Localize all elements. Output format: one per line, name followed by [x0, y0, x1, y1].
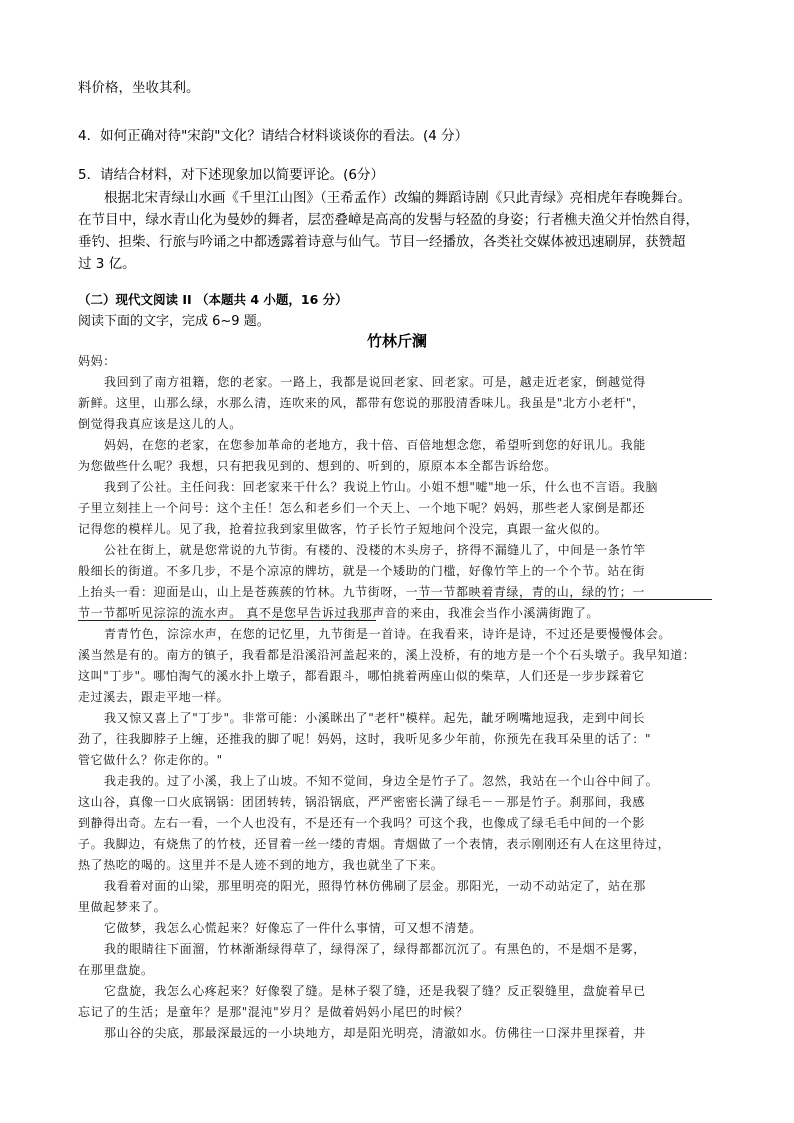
body-line: 妈妈，在您的老家，在您参加革命的老地方，我十倍、百倍地想念您，希望听到您的好讯儿。我能	[104, 438, 646, 452]
body-line: 我回到了南方祖籍，您的老家。一路上，我都是说回老家、回老家。可是，越走近老家，倒越觉得	[104, 375, 646, 389]
body-line: 劲了，往我脚脖子上缠，还推我的脚了呢！妈妈，这时，我听见多少年前，你预先在我耳朵里的话了："	[78, 732, 652, 746]
body-line: 记得您的模样儿。见了我，抢着拉我到家里做客，竹子长竹子短地问个没完，真跟一盆火似的。	[78, 522, 608, 536]
body-line: 我走我的。过了小溪，我上了山坡。不知不觉间，身边全是竹子了。忽然，我站在一个山谷中间了。	[104, 774, 659, 788]
question-5: 5．请结合材料，对下述现象加以简要评论。(6分）	[78, 167, 384, 183]
section-instruction: 阅读下面的文字，完成 6~9 题。	[78, 314, 270, 329]
body-line: 到静得出奇。左右一看，一个人也没有，不是还有一个我吗？可这个我，也像成了绿毛毛中间的一个影	[78, 816, 646, 830]
body-line: 这山谷，真像一口火底锅锅：团团转转，锅沿锅底，严严密密长满了绿毛－－那是竹子。刹那间，我感	[78, 795, 646, 809]
underline-mark	[416, 599, 712, 600]
body-line: 为您做些什么呢？我想，只有把我见到的、想到的、听到的，原原本本全都告诉给您。	[78, 459, 557, 473]
body-line: 新鲜。这里，山那么绿，水那么清，连吹来的风，都带有您说的那股清香味儿。我虽是"北方小老杆"，	[78, 396, 645, 410]
body-line: 它盘旋，我怎么心疼起来？好像裂了缝。是林子裂了缝，还是我裂了缝？反正裂缝里，盘旋着早已	[104, 984, 646, 998]
body-line: 我到了公社。主任问我：回老家来干什么？我说上竹山。小姐不想"嘘"地一乐，什么也不言语。我脑	[104, 480, 659, 494]
body-line: 溪当然是有的。南方的镇子，我看都是沿溪沿河盖起来的，溪上没桥，有的地方是一个个石头墩子。我早知道：	[78, 648, 696, 662]
body-line: 倒觉得我真应该是这儿的人。	[78, 417, 242, 431]
body-line: 在那里盘旋。	[78, 963, 154, 977]
body-line: 走过溪去，跟走平地一样。	[78, 690, 230, 704]
body-line: 忘记了的生活；是童年？是那"混沌"岁月？是做着妈妈小尾巴的时候？	[78, 1005, 469, 1019]
body-line: 那山谷的尖底，那最深最远的一小块地方，却是阳光明亮，清澈如水。仿佛往一口深井里探着，井	[104, 1026, 646, 1040]
article-title: 竹林斤澜	[366, 332, 427, 350]
section-heading: （二）现代文阅读 II （本题共 4 小题，16 分）	[78, 292, 348, 307]
body-line-underlined: 上抬头一看：迎面是山，山上是苍蔟蔟的竹林。九节街呀，一节一节都映着青绿，青的山，绿的竹；一	[78, 585, 646, 599]
body-line: 我又惊又喜上了"丁步"。非常可能：小溪眯出了"老杆"模样。起先，龇牙咧嘴地逗我，走到中间长	[104, 711, 646, 725]
text-line: 垂钓、担柴、行旅与吟诵之中都透露着诗意与仙气。节目一经播放，各类社交媒体被迅速刷屏，获赞超	[78, 234, 686, 250]
text-line: 过 3 亿。	[78, 256, 136, 272]
body-line: 管它做什么？你走你的。"	[78, 753, 223, 767]
body-line: 妈妈：	[78, 354, 116, 368]
body-line: 它做梦，我怎么心慌起来？好像忘了一件什么事情，可又想不清楚。	[104, 921, 483, 935]
body-line-underlined: 节一节都听见淙淙的流水声。 真不是您早告诉过我那声音的来由，我准会当作小溪满街跑了。	[78, 606, 600, 620]
body-line: 子里立刻挂上一个问号：这个主任！怎么和老乡们一个天上、一个地下呢？妈妈，那些老人家倒是都还	[78, 501, 646, 515]
body-line: 般细长的街道。不多几步，不是个凉凉的牌坊，就是一个矮助的门槛，好像竹竿上的一个个节。站在街	[78, 564, 646, 578]
body-line: 我的眼睛往下面溜，竹林渐渐绿得草了，绿得深了，绿得都都沉沉了。有黑色的，不是烟不是雾，	[104, 942, 646, 956]
body-line: 里做起梦来了。	[78, 900, 167, 914]
body-line: 我看着对面的山梁，那里明亮的阳光，照得竹林仿佛刷了层金。那阳光，一动不动站定了，站在那	[104, 879, 646, 893]
question-4: 4．如何正确对待"宋韵"文化？请结合材料谈谈你的看法。(4 分）	[78, 128, 469, 144]
text-line: 在节目中，绿水青山化为曼妙的舞者，层峦叠嶂是高高的发髻与轻盈的身姿；行者樵夫渔父并怡然自得，	[78, 212, 699, 228]
body-line: 公社在街上，就是您常说的九节街。有楼的、没楼的木头房子，挤得不漏缝儿了，中间是一条竹竿	[104, 543, 646, 557]
underline-mark	[78, 620, 376, 621]
text-line: 料价格，坐收其利。	[78, 80, 200, 96]
body-line: 热了热吃的喝的。这里并不是人迹不到的地方，我也就坐了下来。	[78, 858, 444, 872]
body-line: 子。我脚边，有烧焦了的竹枝，还冒着一丝一缕的青烟。青烟做了一个表情，表示刚刚还有人在这里待过，	[78, 837, 671, 851]
body-line: 青青竹色，淙淙水声，在您的记忆里，九节街是一首诗。在我看来，诗许是诗，不过还是要慢慢体会。	[104, 627, 672, 641]
body-line: 这叫"丁步"。哪怕淘气的溪水扑上墩子，都看跟斗，哪怕挑着两座山似的柴草，人们还是一步步踩着它	[78, 669, 645, 683]
text-line: 根据北宋青绿山水画《千里江山图》（王希孟作）改编的舞蹈诗剧《只此青绿》亮相虎年春晚舞台。	[104, 190, 692, 206]
